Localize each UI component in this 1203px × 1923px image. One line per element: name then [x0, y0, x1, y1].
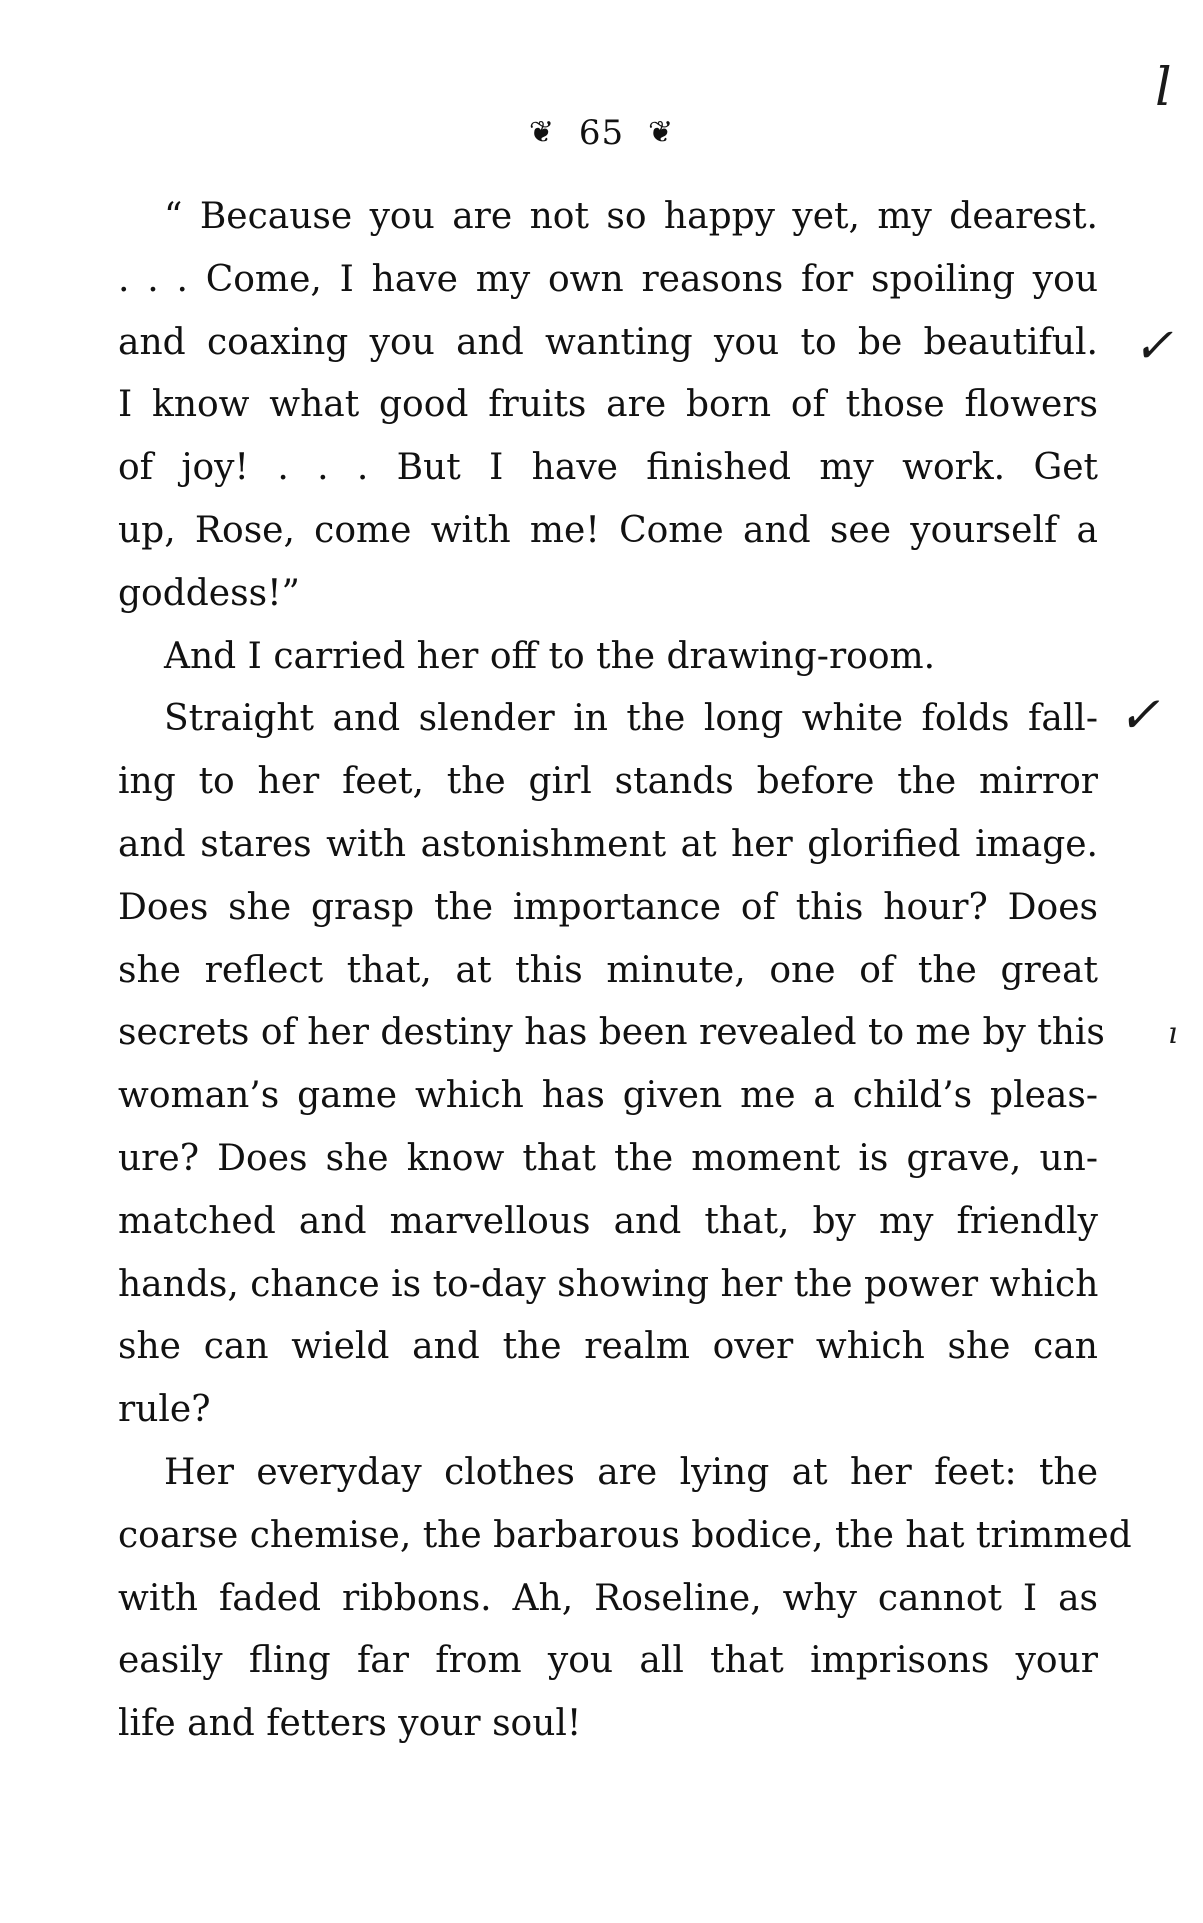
text-line: . . . Come, I have my own reasons for spoiling you [118, 258, 1098, 300]
text-line: of joy! . . . But I have finished my work. Get [118, 447, 1098, 489]
text-line: easily fling far from you all that imprisons your [118, 1640, 1098, 1682]
text-line: Does she grasp the importance of this hour? Does [118, 886, 1098, 928]
page-header [0, 113, 1203, 153]
text-line: she reflect that, at this minute, one of the great [118, 949, 1098, 991]
text-line: matched and marvellous and that, by my friendly [118, 1200, 1098, 1242]
text-line: woman’s game which has given me a child’s pleas- [118, 1075, 1098, 1117]
text-line: and stares with astonishment at her glorified image. [118, 823, 1098, 865]
text-line: I know what good fruits are born of those flowers [118, 384, 1098, 426]
text-line: ure? Does she know that the moment is grave, un- [118, 1137, 1098, 1179]
text-line: And I carried her off to the drawing-room. [164, 635, 936, 677]
text-line: life and fetters your soul! [118, 1703, 582, 1745]
text-line: with faded ribbons. Ah, Roseline, why cannot I as [118, 1577, 1098, 1619]
page-text [118, 186, 1132, 1756]
text-line: Straight and slender in the long white folds fall- [164, 698, 1098, 740]
text-line: secrets of her destiny has been revealed to me by this [118, 1012, 1105, 1054]
margin-mark-top: l [1155, 58, 1172, 118]
text-line: coarse chemise, the barbarous bodice, the hat trimmed [118, 1514, 1132, 1556]
margin-tick: ı [1168, 1016, 1178, 1051]
text-line: ing to her feet, the girl stands before the mirror [118, 761, 1098, 803]
fleuron-right-icon: ❦ [647, 115, 675, 150]
text-line: she can wield and the realm over which she can [118, 1326, 1098, 1368]
fleuron-left-icon: ❦ [528, 115, 556, 150]
text-line: goddess!” [118, 572, 300, 614]
text-line: “ Because you are not so happy yet, my dearest. [164, 196, 1098, 237]
checkmark-icon: ✓ [1118, 686, 1160, 744]
page-number: 65 [578, 113, 625, 153]
text-line: up, Rose, come with me! Come and see yourself a [118, 509, 1098, 551]
text-line: hands, chance is to-day showing her the power which [118, 1263, 1099, 1305]
text-line: and coaxing you and wanting you to be beautiful. [118, 321, 1098, 363]
text-line: Her everyday clothes are lying at her feet: the [164, 1451, 1098, 1493]
text-line: rule? [118, 1389, 211, 1431]
checkmark-icon: ✓ [1133, 318, 1174, 374]
